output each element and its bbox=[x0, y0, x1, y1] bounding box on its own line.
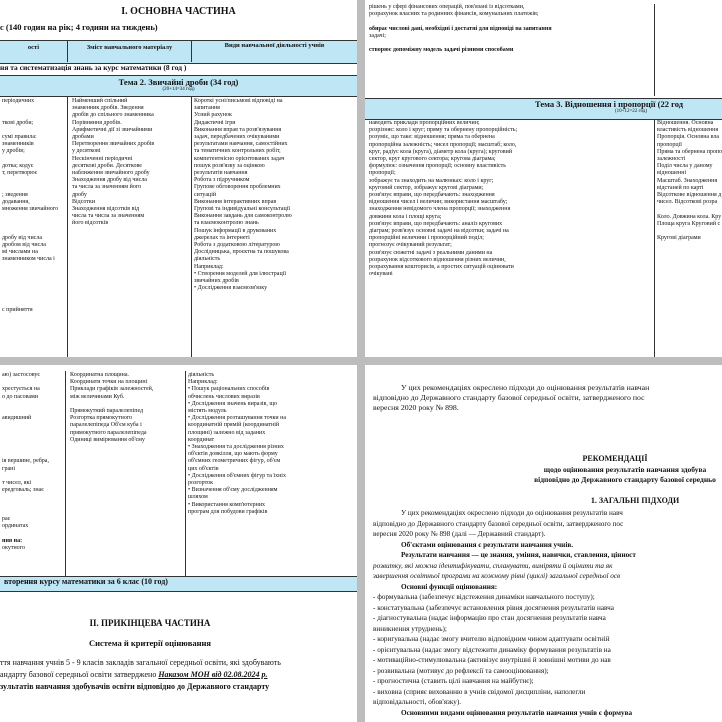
activities-column: Короткі усні/письмові відповіді на запитання Усний рахунок Дидактичні ігри Виконання вправ та розв'язування задач, передбачених очікуваними результатами навчання, самостійних та тематичних контрольних робіт, компетентнісно орієнтованих задач пошук розв'язку за оцінкою результатів навчання Робота з підручником Групове обговорення проблемних ситуацій Виконання інтерактивних вправ Групові та індивідуальні консультації Виконання завдань для самоконтролю та взаємоконтролю знань Пошук інформації в друкованих джерелах та інтернеті Робота з додатковою літературою Дослідницька, проєктна та пошукова діяльність Наприклад: • Створення моделей для ілюстрації звичайних дробів • Дослідження взаємозв'язку bbox=[194, 98, 292, 292]
rec-title: РЕКОМЕНДАЦІЇ bbox=[582, 454, 648, 463]
document-page-4 bbox=[365, 365, 722, 722]
table-header-row bbox=[0, 40, 357, 64]
topic-title: Тема 3. Відношення і пропорції (22 год bbox=[535, 99, 684, 109]
results-column: наводить приклади пропорційних величин; розрізняє: коло і круг; пряму та обернену пропорційність; розуміє, що таке: відношення; пряма та обернена пропорційна залежність; чисел пропорції; масштаб; коло, круг, радіус кола (круга), діаметр кола (круга); круговий сектор, круг кругового сектора; кругова діаграма; формулює: означення пропорції; основну властивість пропорції; зображує та знаходить на малюнках: коло і круг; круговий сектор, зображує кругові діаграми; розв'язує вправи, що передбачають: знаходження відношення чисел і величин; використання масштабу; знаходження невідомого члена пропорції; знаходження довжини кола і площі круга; розв'язує вправи, що передбачають: аналіз кругових діаграм; розв'язує основні задачі на відсотки; задачі на пропорційні величини і пропорційний поділ; прогнозує очікуваний результат; розв'язує сюжетні задачі з реальними даними на розрахунок відсоткового відношення різних величин, розрахування кошторисів, а простих ситуацій оцінювати очікувані bbox=[365, 119, 655, 357]
part-title: ІІ. ПРИКІНЦЕВА ЧАСТИНА bbox=[89, 618, 211, 628]
header-col-2: Зміст навчального матеріалу bbox=[68, 41, 192, 62]
topic-row bbox=[0, 76, 357, 97]
content-column: Координатна площина. Координати точки на площині Приклади графіків залежностей, між величинами Куб. Прямокутний паралелепіпед Розгортка прямокутного паралелепіпеда Об'єм куба і прямокутного паралелепіпеда Одиниці вимірювання об'єму bbox=[66, 371, 186, 576]
header-col-1: ості bbox=[0, 41, 68, 62]
intro-paragraph: У цих рекомендаціях окреслено підходи до оцінювання результатів навчан відповідно до Державного стандарту базової середньої освіти, затвердженого пос вересня 2020 року № 898. bbox=[373, 383, 650, 412]
topic-hours: (20+14=34 год) bbox=[162, 87, 195, 92]
section-title: І. ОСНОВНА ЧАСТИНА bbox=[121, 6, 236, 17]
topic-title: Тема 2. Звичайні дроби (34 год) bbox=[118, 77, 239, 87]
results-continued: рішень у сфері фінансових операцій, пов'язані із відсотками, розрахунок власних та родинних фінансів, комунальних платежів; обирає числові дані, необхідні і достатні для відповіді на запитання задачі; створює допоміжну модель задачі різними способами bbox=[365, 4, 655, 96]
content-column: Відношення. Основна властивість відношення Пропорція. Основна вла пропорції Пряма та обернена пропо залежності Поділ числа у даному відношенні Масштаб. Знаходження відстаней по карті Відсоткове відношення д чисел. Відсоткові розра Коло. Довжина кола. Кру Площа круга Круговий с Кругові діаграми bbox=[657, 120, 722, 242]
header-col-3: Види навчальної діяльності учнів bbox=[224, 42, 325, 49]
body-text: У цих рекомендаціях окреслено підходи до оцінювання результатів навч відповідно до Державного стандарту базової середньої освіти, затвердженого пос вересня 2020 року № 898 (далі — Державний стандарт). Об'єктами оцінювання є результати навчання учнів. Результати навчання — це знання, уміння, навички, ставлення, цінност розвитку, які можна ідентифікувати, спланувати, виміряти й оцінити та як завершення освітньої програми на кожному рівні (циклі) загальної середньої осв Основні функції оцінювання: - формувальна (забезпечує відстеження динаміки навчального поступу); - констатувальна (забезпечує встановлення рівня досягнення результатів навча - діагностувальна (надає інформацію про стан досягнення результатів навча виникнення утруднень); - коригувальна (надає змогу вчителю відповідним чином адаптувати освітній - орієнтувальна (надає змогу відстежити динаміку формування результатів на - мотиваційно-стимулювальна (активізує внутрішні й зовнішні мотиви до нав - розвивальна (мотивує до рефлексії та самооцінювання); - прогностична (ставить цілі навчання на майбутнє); - виховна (сприяє вихованню в учнів свідомої дисципліни, наполегли відповідальності, обов'язку). Основними видами оцінювання результатів навчання учнів є формува bbox=[373, 509, 636, 717]
document-page-1 bbox=[0, 0, 357, 357]
content-column: Найменший спільний знаменник дробів. Зведення дробів до спільного знаменника Порівняння дробів. Арифметичні дії зі звичайними дробами Перетворення звичайних дробів у десяткові Нескінченні періодичні десяткові дроби. Десяткове наближення звичайного дробу Знаходження дробу від числа та числа за значенням його дробу Відсотки Знаходження відсотків від числа та числа за значенням його відсотків bbox=[68, 97, 192, 357]
document-page-3 bbox=[0, 365, 357, 722]
hours-subtitle: с (140 годин на рік; 4 години на тиждень) bbox=[0, 22, 158, 32]
decree-link[interactable]: Наказом МОН від 02.08.2024 р. bbox=[158, 670, 268, 679]
activities-column: діяльність Наприклад: • Пошук раціональних способів обчислень числових виразів • Дослідження значень виразів, що містять модуль • Дослідження розташування точки на координатній прямій (координатній площині) залежно від заданих координат • Знаходження та дослідження різних об'єктів довкілля, що мають форму об'ємних геометричних фігур, об'єм цих об'єктів • Дослідження об'ємних фігур та їхніх розгорток • Визначення об'єму дослідженням шляхом • Використання комп'ютерних програм для побудови графіків bbox=[188, 372, 286, 515]
system-paragraph: ття навчання учнів 5 - 9 класів закладів загальної середньої освіти, які здобувають андарту базової середньої освіти затверджено Наказом МОН від 02.08.2024 р. зультатів навчання здобувачів освіти відповідно до Державного стандарту bbox=[0, 658, 281, 691]
rec-subtitle-2: відповідно до Державного стандарту базової середньо bbox=[534, 475, 716, 484]
topic-row bbox=[365, 98, 722, 120]
topic-hours: (10+12=22 год) bbox=[615, 109, 648, 114]
rec-subtitle-1: щодо оцінювання результатів навчання здобува bbox=[543, 465, 707, 474]
table-section-row: ня та систематизація знань за курс математики (8 год ) bbox=[0, 63, 357, 76]
results-column: періодичних ткові дроби; сумі правила: знаменників у дробів; дотка; кодує т, перетворює ; зведення додавання, множення звичайного дробу від числа дробом від числа мі числами на знаменником числа і с прийняття bbox=[0, 97, 68, 357]
document-page-2 bbox=[365, 0, 722, 357]
results-column: аю) застосовує хрестується на о до пасовами авидишний ія вершине, ребра, грані т чисел, які ередговаль; знає рає ординатах ння на: окутного bbox=[0, 371, 66, 576]
section-heading: 1. ЗАГАЛЬНІ ПІДХОДИ bbox=[590, 496, 680, 505]
review-row: вторення курсу математики за 6 клас (10 год) bbox=[0, 576, 357, 592]
system-title: Система й критерії оцінювання bbox=[88, 638, 212, 648]
